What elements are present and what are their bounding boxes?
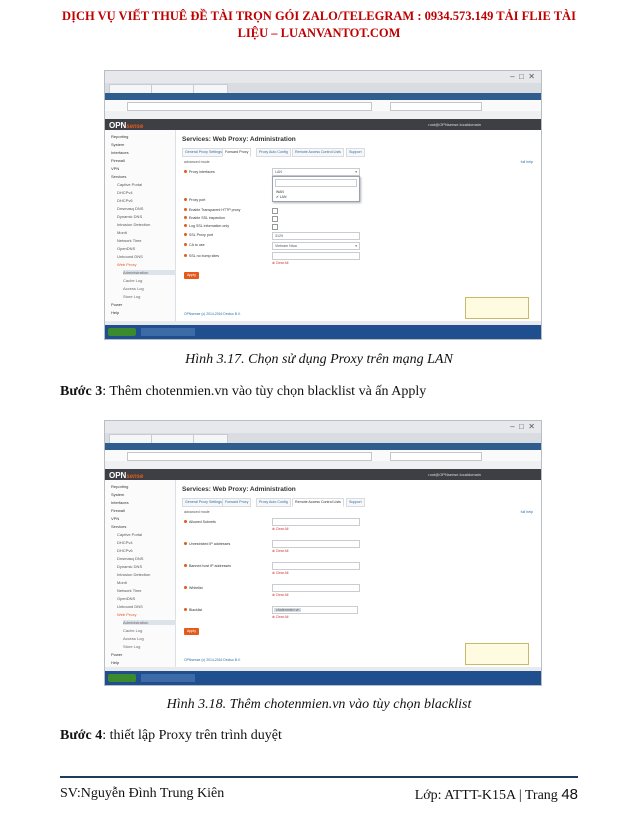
apply-button[interactable]: Apply [184,272,199,279]
bookmarks-bar [105,111,541,119]
sidebar-item[interactable]: Unbound DNS [117,254,143,259]
app-header [105,119,541,130]
footer-rule [60,776,578,778]
main-content [176,480,541,667]
figure-1-screenshot [104,70,542,340]
clear-all-link[interactable]: ⊗ Clear All [272,615,289,619]
dropdown-option[interactable]: ✔ LAN [276,195,287,199]
footer-link[interactable]: OPNsense (c) 2014-2016 Deciso B.V. [184,658,241,662]
sidebar-item[interactable]: Services [111,524,127,529]
field-proxy-port: Proxy port [184,198,205,202]
sidebar-item[interactable]: Dynamic DNS [117,214,143,219]
banned-hosts-input[interactable] [272,562,360,570]
sidebar-item[interactable]: Access Log [123,636,144,641]
taskbar-item[interactable] [141,674,195,682]
sidebar-item[interactable]: Firewall [111,158,125,163]
sidebar [105,130,176,321]
footer-student: SV:Nguyễn Đình Trung Kiên [60,786,225,801]
field-ssl-proxy-port: SSL Proxy port [184,233,213,237]
notification-popup[interactable] [465,297,529,319]
sidebar [105,480,176,667]
whitelist-input[interactable] [272,584,360,592]
sidebar-item[interactable]: Captive Portal [117,182,143,187]
header-line-2: LIỆU – LUANVANTOT.COM [237,26,401,40]
sidebar-item[interactable]: Power [111,302,123,307]
ssl-inspection-checkbox[interactable] [272,216,278,222]
menu-bar [105,443,541,450]
sidebar-item[interactable]: VPN [111,516,120,521]
field-ssl-inspection: Enable SSL inspection [184,216,225,220]
log-ssl-checkbox[interactable] [272,224,278,230]
sidebar-item[interactable]: Monit [117,580,127,585]
full-help-link[interactable]: full help [520,510,533,514]
opnsense-logo: OPNsense [109,471,144,480]
proxy-tab[interactable]: Support [346,148,365,157]
sidebar-item[interactable]: Access Log [123,286,144,291]
field-unrestricted-ips: Unrestricted IP addresses [184,542,230,546]
sidebar-item[interactable]: Interfaces [111,150,129,155]
sidebar-item[interactable]: DHCPv6 [117,198,133,203]
start-button[interactable] [108,328,136,336]
field-ssl-no-bump: SSL no bump sites [184,254,219,258]
advanced-mode-toggle[interactable]: advanced mode [184,160,210,164]
blacklist-tag[interactable]: chotenmien.vn [276,608,300,612]
dropdown-option[interactable]: WAN [276,190,284,194]
transparent-proxy-checkbox[interactable] [272,208,278,214]
window-controls-icon[interactable]: – □ ✕ [510,72,535,81]
field-ca-to-use: CA to use [184,243,205,247]
proxy-interfaces-dropdown [272,176,360,202]
proxy-tab[interactable]: Forward Proxy [222,498,251,507]
advanced-mode-toggle[interactable]: advanced mode [184,510,210,514]
ssl-no-bump-input[interactable] [272,252,360,260]
sidebar-item[interactable]: Help [111,310,120,315]
sidebar-item[interactable]: Reporting [111,484,129,489]
footer-class-page: Lớp: ATTT-K15A | Trang 48 [414,786,578,803]
proxy-tab[interactable]: Remote Access Control Lists [292,498,344,507]
search-input[interactable] [390,452,482,461]
sidebar-item[interactable]: Dnsmasq DNS [117,556,144,561]
proxy-tab[interactable]: Support [346,498,365,507]
sidebar-item[interactable]: Administration [123,270,183,275]
sidebar-item[interactable]: Dynamic DNS [117,564,143,569]
url-input[interactable] [127,452,372,461]
step-3: Bước 3: Thêm chotenmien.vn vào tùy chọn blacklist và ấn Apply [60,384,427,399]
field-blacklist: Blacklist [184,608,202,612]
sidebar-item[interactable]: Intrusion Detection [117,572,151,577]
clear-all-link[interactable]: ⊗ Clear All [272,593,289,597]
sidebar-item[interactable]: Help [111,660,120,665]
apply-button[interactable]: Apply [184,628,199,635]
notification-popup[interactable] [465,643,529,665]
sidebar-item[interactable]: Cache Log [123,278,143,283]
field-whitelist: Whitelist [184,586,203,590]
sidebar-item[interactable]: System [111,142,125,147]
sidebar-item[interactable]: Monit [117,230,127,235]
header-line-1: DỊCH VỤ VIẾT THUÊ ĐỀ TÀI TRỌN GÓI ZALO/TELEGRAM : 0934.573.149 TẢI FLIE TÀI [62,9,576,23]
browser-tabs [105,83,541,93]
window-controls-icon[interactable]: – □ ✕ [510,422,535,431]
sidebar-item[interactable]: VPN [111,166,120,171]
sidebar-item[interactable]: Administration [123,620,183,625]
sidebar-item[interactable]: Firewall [111,508,125,513]
page-title: Services: Web Proxy: Administration [182,486,296,493]
sidebar-item[interactable]: DHCPv4 [117,190,133,195]
clear-all-link[interactable]: ⊗ Clear All [272,549,289,553]
ssl-proxy-port-input[interactable]: 3129 [272,232,360,240]
sidebar-item[interactable]: OpenDNS [117,596,136,601]
sidebar-item[interactable]: System [111,492,125,497]
sidebar-item[interactable]: DHCPv6 [117,548,133,553]
field-banned-hosts: Banned host IP addresses [184,564,231,568]
allowed-subnets-input[interactable] [272,518,360,526]
browser-tabs [105,433,541,443]
sidebar-item[interactable]: Unbound DNS [117,604,143,609]
search-input[interactable] [390,102,482,111]
menu-bar [105,93,541,100]
page-title: Services: Web Proxy: Administration [182,136,296,143]
figure-2-screenshot [104,420,542,686]
proxy-tab[interactable]: Proxy Auto Config [256,498,291,507]
field-log-ssl: Log SSL information only [184,224,229,228]
proxy-interfaces-select[interactable]: LAN ▾ [272,168,360,176]
page-number: 48 [561,786,578,803]
proxy-tab[interactable]: Proxy Auto Config [256,148,291,157]
taskbar [105,325,541,339]
sidebar-item[interactable]: Dnsmasq DNS [117,206,144,211]
taskbar [105,671,541,685]
field-proxy-interfaces: Proxy interfaces [184,170,215,174]
sidebar-item[interactable]: Store Log [123,644,141,649]
proxy-tab[interactable]: Remote Access Control Lists [292,148,344,157]
url-input[interactable] [127,102,372,111]
dropdown-filter-input[interactable] [275,179,357,187]
footer-link[interactable]: OPNsense (c) 2014-2016 Deciso B.V. [184,312,241,316]
sidebar-item[interactable]: Reporting [111,134,129,139]
proxy-tab[interactable]: General Proxy Settings [182,498,225,507]
step-4: Bước 4: thiết lập Proxy trên trình duyệt [60,728,282,743]
clear-all-link[interactable]: ⊗ Clear All [272,527,289,531]
blacklist-input[interactable] [272,606,358,614]
clear-all-link[interactable]: ⊗ Clear All [272,261,289,265]
sidebar-item[interactable]: Network Time [117,238,142,243]
clear-all-link[interactable]: ⊗ Clear All [272,571,289,575]
main-content [176,130,541,321]
sidebar-item[interactable]: Interfaces [111,500,129,505]
figure-2-caption: Hình 3.18. Thêm chotenmien.vn vào tùy chọn blacklist [166,697,472,712]
sidebar-item[interactable]: Web Proxy [117,262,137,267]
sidebar-item[interactable]: Intrusion Detection [117,222,151,227]
bookmarks-bar [105,461,541,469]
sidebar-item[interactable]: DHCPv4 [117,540,133,545]
sidebar-item[interactable]: Services [111,174,127,179]
taskbar-item[interactable] [141,328,195,336]
page-header [40,8,598,42]
figure-1-caption: Hình 3.17. Chọn sử dụng Proxy trên mạng LAN [185,352,453,367]
field-transparent-proxy: Enable Transparent HTTP proxy [184,208,240,212]
field-allowed-subnets: Allowed Subnets [184,520,216,524]
ca-select[interactable]: Vietnam Ntoa ▾ [272,242,360,250]
sidebar-item[interactable]: Captive Portal [117,532,143,537]
full-help-link[interactable]: full help [520,160,533,164]
start-button[interactable] [108,674,136,682]
user-link[interactable]: root@OPNsense.localdomain [428,472,481,477]
sidebar-item[interactable]: Store Log [123,294,141,299]
sidebar-item[interactable]: Web Proxy [117,612,137,617]
app-header [105,469,541,480]
sidebar-item[interactable]: Network Time [117,588,142,593]
sidebar-item[interactable]: Cache Log [123,628,143,633]
user-link[interactable]: root@OPNsense.localdomain [428,122,481,127]
sidebar-item[interactable]: OpenDNS [117,246,136,251]
opnsense-logo: OPNsense [109,121,144,130]
proxy-tab[interactable]: General Proxy Settings [182,148,225,157]
proxy-tab[interactable]: Forward Proxy [222,148,251,157]
sidebar-item[interactable]: Power [111,652,123,657]
unrestricted-ips-input[interactable] [272,540,360,548]
